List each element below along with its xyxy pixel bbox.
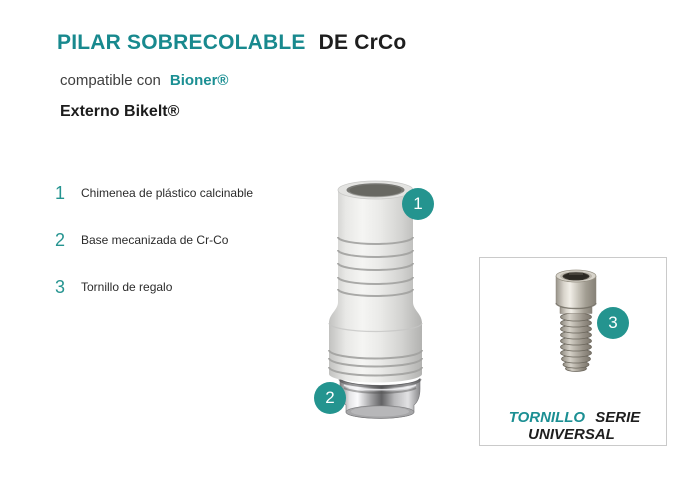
- part-badge-2: 2: [314, 382, 346, 414]
- part-item-1: [55, 182, 253, 204]
- screw-caption-product: TORNILLO: [506, 409, 588, 426]
- screw-image: [545, 265, 605, 377]
- screw-caption-series: SERIE UNIVERSAL: [528, 409, 641, 443]
- part-item-2: [55, 229, 228, 251]
- part-number-3: 3: [55, 276, 66, 297]
- page-title-product: PILAR SOBRECOLABLE: [57, 31, 306, 54]
- screw-caption: [498, 409, 648, 443]
- part-badge-3: 3: [597, 307, 629, 339]
- brand-name: Bioner®: [169, 72, 229, 89]
- part-label-1: Chimenea de plástico calcinable: [81, 186, 254, 200]
- compatibility-text: compatible con: [60, 72, 161, 89]
- part-label-3: Tornillo de regalo: [81, 280, 173, 294]
- part-label-2: Base mecanizada de Cr-Co: [81, 233, 229, 247]
- part-badge-1: 1: [402, 188, 434, 220]
- connection-type: Externo Bikelt®: [60, 103, 180, 120]
- compatibility-line: [60, 72, 228, 89]
- page-title: [57, 31, 406, 55]
- part-number-1: 1: [55, 182, 66, 203]
- part-item-3: [55, 276, 172, 298]
- part-number-2: 2: [55, 229, 66, 250]
- page-title-material: DE CrCo: [318, 31, 407, 54]
